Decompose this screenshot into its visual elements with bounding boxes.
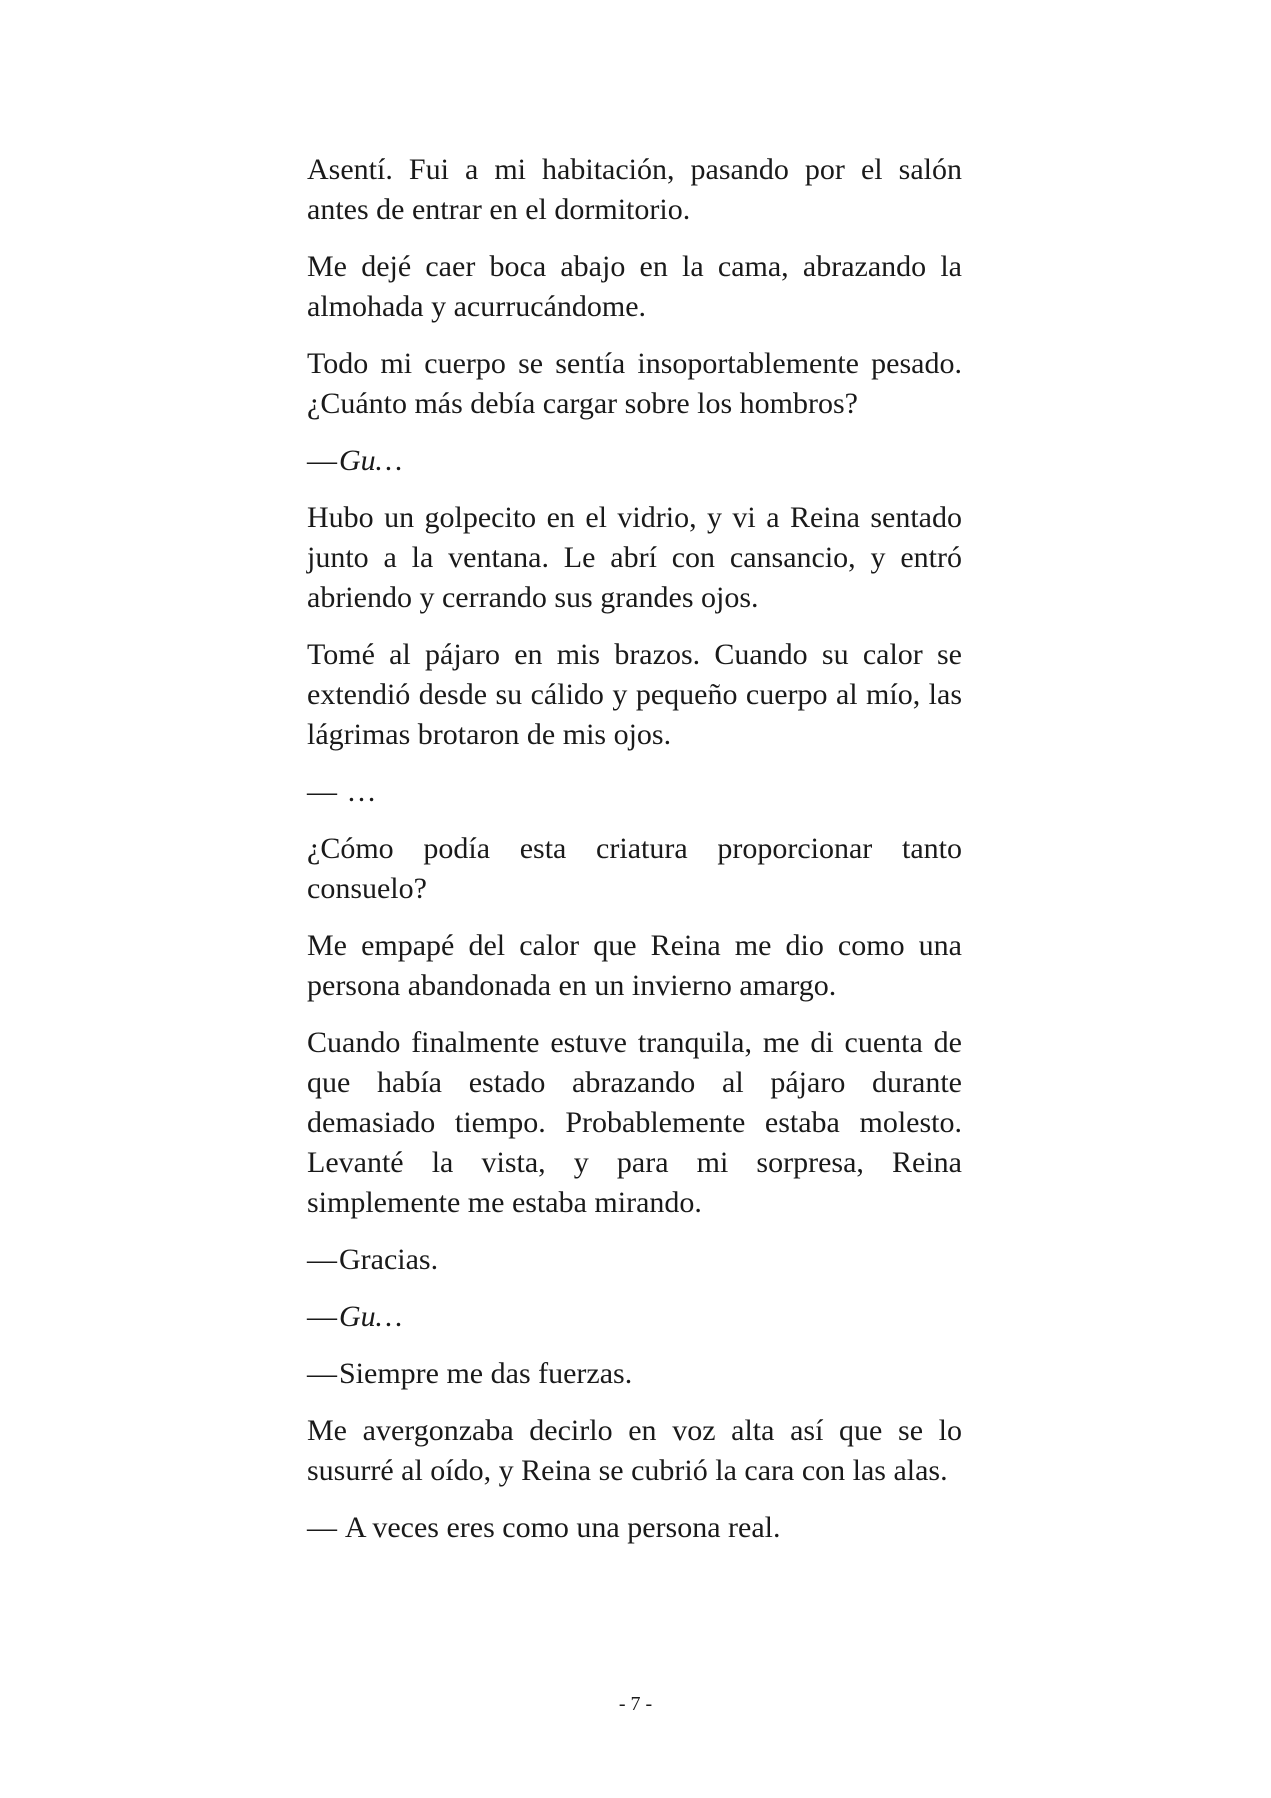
dialogue-line: —Gracias.: [307, 1243, 439, 1276]
dialogue-dash: —: [307, 1243, 337, 1276]
paragraph: Me empapé del calor que Reina me dio como una persona abandonada en un invierno amargo.: [307, 929, 962, 1002]
paragraph: ¿Cómo podía esta criatura proporcionar tanto consuelo?: [307, 832, 962, 905]
dialogue-dash: —: [307, 775, 337, 808]
paragraph: Me avergonzaba decirlo en voz alta así que se lo susurré al oído, y Reina se cubrió la cara con las alas.: [307, 1414, 962, 1487]
dialogue-line: —Gu…: [307, 1300, 403, 1333]
dialogue-line: — A veces eres como una persona real.: [307, 1511, 781, 1544]
paragraph: Cuando finalmente estuve tranquila, me di cuenta de que había estado abrazando al pájaro durante demasiado tiempo. Probablemente estaba molesto. Levanté la vista, y para mi sorpresa, Reina simplemente me estaba mirando.: [307, 1026, 962, 1219]
dialogue-dash: —: [307, 444, 337, 477]
paragraph: Asentí. Fui a mi habitación, pasando por el salón antes de entrar en el dormitorio.: [307, 153, 962, 226]
dialogue-line: — …: [307, 775, 377, 808]
paragraph: Me dejé caer boca abajo en la cama, abrazando la almohada y acurrucándome.: [307, 250, 962, 323]
dialogue-line: —Gu…: [307, 444, 403, 477]
dialogue-line: —Siempre me das fuerzas.: [307, 1357, 633, 1390]
paragraph: Tomé al pájaro en mis brazos. Cuando su calor se extendió desde su cálido y pequeño cuerpo al mío, las lágrimas brotaron de mis ojos.: [307, 638, 962, 751]
page-body: [307, 150, 962, 1565]
paragraph: Todo mi cuerpo se sentía insoportablemente pesado. ¿Cuánto más debía cargar sobre los hombros?: [307, 347, 962, 420]
dialogue-dash: —: [307, 1300, 337, 1333]
dialogue-dash: —: [307, 1511, 337, 1544]
dialogue-dash: —: [307, 1357, 337, 1390]
page-number: - 7 -: [618, 1693, 653, 1715]
paragraph: Hubo un golpecito en el vidrio, y vi a Reina sentado junto a la ventana. Le abrí con cansancio, y entró abriendo y cerrando sus grandes ojos.: [307, 501, 962, 614]
